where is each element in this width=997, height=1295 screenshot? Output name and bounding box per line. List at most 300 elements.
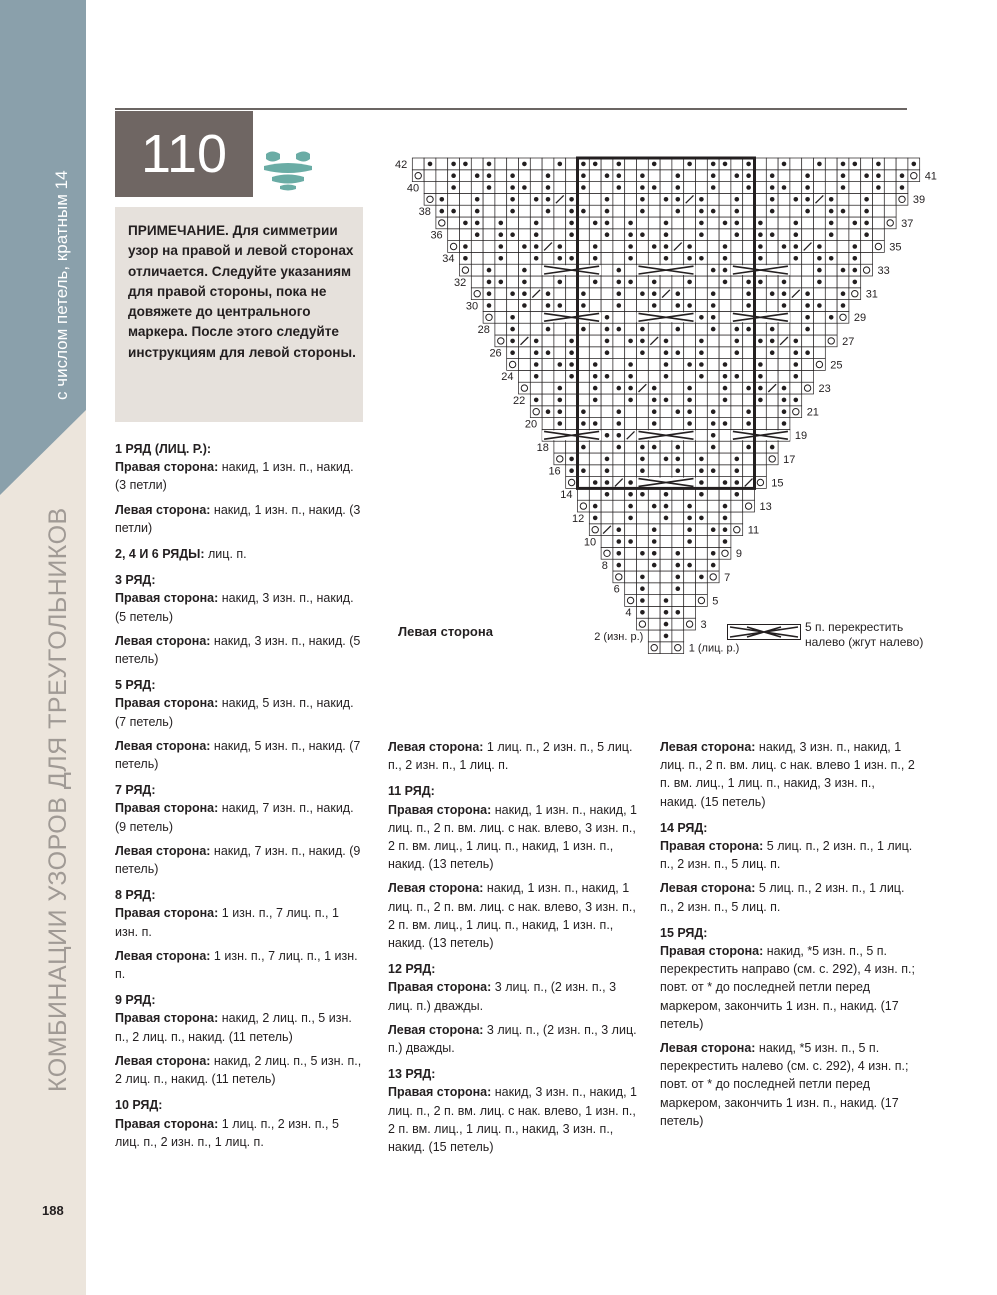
purl-symbol: [829, 315, 834, 320]
chart-cell: [814, 347, 826, 359]
chart-cell: [471, 264, 483, 276]
chart-cell: [637, 406, 649, 418]
purl-symbol: [522, 185, 527, 190]
chart-cell: [696, 406, 708, 418]
chart-cell: [613, 347, 625, 359]
chart-cell: [601, 418, 613, 430]
row-number-right: 15: [771, 477, 784, 490]
purl-symbol: [817, 268, 822, 273]
chart-cell: [672, 618, 684, 630]
side-instruction: [115, 589, 365, 625]
purl-symbol: [605, 221, 610, 226]
chart-cell: [766, 217, 778, 229]
purl-symbol: [864, 221, 869, 226]
purl-symbol: [617, 327, 622, 332]
side-instruction: [388, 801, 638, 874]
chart-cell: [696, 429, 708, 441]
chart-cell: [495, 205, 507, 217]
chart-cell: [637, 559, 649, 571]
purl-symbol: [605, 197, 610, 202]
row-heading: 2, 4 И 6 РЯДЫ: лиц. п.: [115, 547, 247, 562]
chart-cell: [707, 536, 719, 548]
purl-symbol: [687, 409, 692, 414]
chart-cell: [483, 193, 495, 205]
chart-cell: [578, 229, 590, 241]
chart-cell: [589, 229, 601, 241]
purl-symbol: [735, 327, 740, 332]
purl-symbol: [770, 173, 775, 178]
chart-cell: [648, 488, 660, 500]
chart-cell: [613, 311, 625, 323]
purl-symbol: [628, 221, 633, 226]
purl-symbol: [687, 504, 692, 509]
purl-symbol: [487, 173, 492, 178]
chart-cell: [814, 205, 826, 217]
chart-cell: [766, 252, 778, 264]
purl-symbol: [510, 327, 515, 332]
side-instruction: [115, 1052, 365, 1088]
purl-symbol: [640, 350, 645, 355]
chart-cell: [613, 359, 625, 371]
purl-symbol: [676, 563, 681, 568]
purl-symbol: [723, 221, 728, 226]
chart-cell: [755, 182, 767, 194]
chart-cell: [684, 205, 696, 217]
purl-symbol: [817, 256, 822, 261]
purl-symbol: [782, 303, 787, 308]
purl-symbol: [794, 350, 799, 355]
chart-cell: [778, 252, 790, 264]
chart-cell: [696, 547, 708, 559]
chart-cell: [542, 229, 554, 241]
purl-symbol: [652, 291, 657, 296]
purl-symbol: [664, 598, 669, 603]
purl-symbol: [605, 374, 610, 379]
purl-symbol: [699, 362, 704, 367]
chart-cell: [566, 382, 578, 394]
purl-symbol: [593, 421, 598, 426]
purl-symbol: [723, 268, 728, 273]
chart-cell: [802, 252, 814, 264]
chart-cell: [613, 241, 625, 253]
purl-symbol: [746, 386, 751, 391]
chart-cell: [589, 406, 601, 418]
side-label: Правая сторона:: [115, 801, 219, 816]
purl-symbol: [593, 244, 598, 249]
chart-cell: [625, 406, 637, 418]
chart-cell: [849, 229, 861, 241]
purl-symbol: [640, 445, 645, 450]
purl-symbol: [593, 256, 598, 261]
purl-symbol: [558, 398, 563, 403]
chart-cell: [554, 288, 566, 300]
chart-cell: [672, 595, 684, 607]
side-text: 1 изн. п., 7 лиц. п., 1 изн. п.: [115, 906, 339, 939]
purl-symbol: [676, 457, 681, 462]
chart-cell: [719, 205, 731, 217]
chart-cell: [672, 359, 684, 371]
row-heading: 14 РЯД:: [660, 820, 708, 835]
row-number-left: 6: [613, 583, 620, 596]
chart-cell: [766, 158, 778, 170]
chart-cell: [495, 300, 507, 312]
chart-cell: [424, 182, 436, 194]
purl-symbol: [628, 539, 633, 544]
purl-symbol: [628, 386, 633, 391]
purl-symbol: [569, 457, 574, 462]
purl-symbol: [522, 244, 527, 249]
chart-cell: [814, 311, 826, 323]
purl-symbol: [794, 362, 799, 367]
chart-cell: [696, 536, 708, 548]
purl-symbol: [699, 315, 704, 320]
purl-symbol: [723, 386, 728, 391]
purl-symbol: [569, 350, 574, 355]
chart-cell: [743, 370, 755, 382]
chart-cell: [825, 323, 837, 335]
chart-cell: [707, 347, 719, 359]
purl-symbol: [699, 232, 704, 237]
chart-cell: [778, 217, 790, 229]
purl-symbol: [746, 445, 751, 450]
chart-cell: [601, 288, 613, 300]
chart-cell: [743, 252, 755, 264]
chart-cell: [778, 170, 790, 182]
purl-symbol: [770, 185, 775, 190]
chart-cell: [578, 193, 590, 205]
row-number-right: 17: [783, 453, 796, 466]
purl-symbol: [640, 339, 645, 344]
row-instruction: [115, 545, 365, 563]
purl-symbol: [558, 386, 563, 391]
side-instruction: [115, 947, 365, 983]
chart-cell: [672, 500, 684, 512]
instructions-column-1: [115, 440, 365, 1159]
sidebar-tab: [0, 0, 86, 495]
side-label: Правая сторона:: [115, 696, 219, 711]
side-instruction: [115, 1115, 365, 1151]
chart-cell: [648, 595, 660, 607]
purl-symbol: [534, 362, 539, 367]
chart-cell: [814, 170, 826, 182]
row-number-right: 7: [724, 571, 731, 584]
chart-cell: [707, 217, 719, 229]
purl-symbol: [593, 221, 598, 226]
chart-cell: [589, 441, 601, 453]
chart-cell: [601, 264, 613, 276]
chart-cell: [684, 571, 696, 583]
purl-symbol: [440, 197, 445, 202]
chart-cell: [873, 241, 885, 253]
row-number-left: 16: [548, 465, 561, 478]
row-heading: 8 РЯД:: [115, 888, 156, 903]
chart-cell: [802, 229, 814, 241]
chart-cell: [814, 323, 826, 335]
chart-cell: [825, 182, 837, 194]
chart-cell: [566, 441, 578, 453]
side-instruction: [115, 501, 365, 537]
purl-symbol: [687, 256, 692, 261]
chart-cell: [778, 323, 790, 335]
chart-cell: [589, 288, 601, 300]
chart-cell: [884, 205, 896, 217]
purl-symbol: [794, 256, 799, 261]
purl-symbol: [451, 209, 456, 214]
purl-symbol: [805, 303, 810, 308]
chart-cell: [589, 170, 601, 182]
row-number-left: 12: [572, 512, 585, 525]
chart-cell: [566, 288, 578, 300]
chart-cell: [672, 370, 684, 382]
chart-cell: [554, 453, 566, 465]
chart-cell: [660, 158, 672, 170]
purl-symbol: [876, 162, 881, 167]
side-text: накид, 3 изн. п., накид, 1 лиц. п., 2 п. вм. лиц. с нак. влево, 1 изн. п., 2 п. вм. лиц., 1 лиц. п., накид, 3 изн. п., накид. (15 петель): [388, 1085, 637, 1155]
purl-symbol: [617, 433, 622, 438]
chart-cell: [731, 382, 743, 394]
purl-symbol: [676, 409, 681, 414]
chart-cell: [790, 264, 802, 276]
chart-cell: [814, 288, 826, 300]
purl-symbol: [605, 339, 610, 344]
chart-cell: [743, 500, 755, 512]
chart-cell: [578, 217, 590, 229]
row-number-1: 1 (лиц. р.): [688, 642, 740, 655]
side-instruction: [660, 837, 915, 873]
purl-symbol: [841, 303, 846, 308]
chart-cell: [542, 382, 554, 394]
purl-symbol: [782, 280, 787, 285]
purl-symbol: [546, 209, 551, 214]
purl-symbol: [758, 221, 763, 226]
chart-cell: [778, 370, 790, 382]
chart-cell: [566, 477, 578, 489]
chart-cell: [696, 264, 708, 276]
chart-cell: [566, 394, 578, 406]
chart-cell: [707, 500, 719, 512]
chart-cell: [495, 264, 507, 276]
chart-cell: [660, 536, 672, 548]
purl-symbol: [664, 504, 669, 509]
chart-cell: [802, 276, 814, 288]
purl-symbol: [617, 303, 622, 308]
row-number-left: 18: [536, 442, 549, 454]
chart-cell: [601, 512, 613, 524]
chart-cell: [707, 571, 719, 583]
purl-symbol: [794, 221, 799, 226]
purl-symbol: [569, 256, 574, 261]
chart-cell: [625, 583, 637, 595]
purl-symbol: [593, 516, 598, 521]
purl-symbol: [581, 303, 586, 308]
side-instruction: [660, 942, 915, 1033]
row-heading: 12 РЯД:: [388, 962, 436, 977]
purl-symbol: [617, 185, 622, 190]
chart-cell: [696, 441, 708, 453]
chart-cell: [731, 241, 743, 253]
purl-symbol: [652, 162, 657, 167]
chart-cell: [719, 453, 731, 465]
chart-cell: [814, 182, 826, 194]
side-instruction: [388, 978, 638, 1014]
chart-cell: [637, 276, 649, 288]
chart-cell: [684, 583, 696, 595]
chart-cell: [625, 441, 637, 453]
chart-cell: [719, 193, 731, 205]
chart-cell: [637, 500, 649, 512]
row-number-left: 38: [418, 206, 431, 218]
purl-symbol: [510, 209, 515, 214]
chart-cell: [542, 217, 554, 229]
purl-symbol: [640, 551, 645, 556]
purl-symbol: [829, 232, 834, 237]
side-label: Левая сторона:: [660, 740, 756, 754]
chart-cell: [707, 453, 719, 465]
purl-symbol: [581, 185, 586, 190]
purl-symbol: [829, 197, 834, 202]
purl-symbol: [617, 268, 622, 273]
chart-cell: [790, 382, 802, 394]
purl-symbol: [900, 173, 905, 178]
chart-cell: [471, 158, 483, 170]
chart-cell: [672, 335, 684, 347]
row-heading: 1 РЯД (ЛИЦ. Р.):: [115, 442, 212, 456]
purl-symbol: [758, 256, 763, 261]
purl-symbol: [617, 162, 622, 167]
side-text: 1 лиц. п., 2 изн. п., 5 лиц. п., 2 изн. п., 1 лиц. п.: [388, 740, 633, 773]
purl-symbol: [711, 173, 716, 178]
chart-cell: [696, 300, 708, 312]
row-instruction: [115, 676, 365, 773]
chart-cell: [825, 288, 837, 300]
side-text: 5 лиц. п., 2 изн. п., 1 лиц. п., 2 изн. п., 5 лиц. п.: [660, 839, 913, 872]
purl-symbol: [687, 280, 692, 285]
chart-cell: [660, 205, 672, 217]
chart-cell: [696, 418, 708, 430]
purl-symbol: [735, 232, 740, 237]
chart-cell: [707, 512, 719, 524]
side-label: Правая сторона:: [115, 591, 219, 606]
chart-cell: [743, 229, 755, 241]
purl-symbol: [735, 457, 740, 462]
purl-symbol: [652, 398, 657, 403]
purl-symbol: [640, 327, 645, 332]
side-label: Правая сторона:: [115, 1116, 219, 1131]
purl-symbol: [581, 291, 586, 296]
side-label: Левая сторона:: [660, 881, 756, 896]
chart-cell: [696, 158, 708, 170]
note-box: [115, 207, 363, 422]
row-number-left: 24: [501, 371, 514, 384]
left-side-label: Левая сторона: [398, 624, 493, 639]
chart-cell: [578, 359, 590, 371]
chart-cell: [684, 453, 696, 465]
purl-symbol: [794, 244, 799, 249]
purl-symbol: [841, 209, 846, 214]
chart-cell: [707, 241, 719, 253]
side-instruction: [115, 842, 365, 878]
row-heading: 7 РЯД:: [115, 783, 156, 798]
chart-cell: [648, 229, 660, 241]
chart-cell: [519, 323, 531, 335]
chart-cell: [672, 382, 684, 394]
purl-symbol: [699, 457, 704, 462]
chart-cell: [755, 406, 767, 418]
chart-cell: [672, 512, 684, 524]
row-number-right: 13: [759, 501, 772, 513]
chart-cell: [660, 276, 672, 288]
purl-symbol: [558, 409, 563, 414]
purl-symbol: [605, 173, 610, 178]
chart-cell: [731, 182, 743, 194]
chart-cell: [719, 335, 731, 347]
purl-symbol: [711, 162, 716, 167]
purl-symbol: [569, 362, 574, 367]
chart-cell: [873, 229, 885, 241]
chart-cell: [578, 453, 590, 465]
chart-cell: [814, 335, 826, 347]
purl-symbol: [758, 280, 763, 285]
chart-cell: [625, 323, 637, 335]
chart-cell: [660, 547, 672, 559]
chart-cell: [566, 170, 578, 182]
side-text: накид, 3 изн. п., накид, 1 лиц. п., 2 п. вм. лиц. с нак. влево 1 изн. п., 2 п. вм. лиц., 1 лиц. п., накид, 3 изн. п., накид. (15 петель): [660, 740, 915, 809]
side-label: Левая сторона:: [115, 502, 211, 517]
purl-symbol: [687, 398, 692, 403]
purl-symbol: [451, 173, 456, 178]
chart-cell: [707, 276, 719, 288]
chart-cell: [719, 547, 731, 559]
chart-cell: [625, 347, 637, 359]
chart-cell: [660, 300, 672, 312]
chart-cell: [495, 335, 507, 347]
purl-symbol: [652, 244, 657, 249]
chart-cell: [613, 512, 625, 524]
chart-cell: [766, 394, 778, 406]
side-instruction: [115, 799, 365, 835]
side-label: Правая сторона:: [388, 1085, 492, 1100]
chart-cell: [448, 193, 460, 205]
purl-symbol: [782, 386, 787, 391]
side-instruction: [388, 1083, 638, 1156]
chart-cell: [731, 524, 743, 536]
purl-symbol: [640, 457, 645, 462]
chart-cell: [625, 193, 637, 205]
chart-cell: [672, 394, 684, 406]
chart-cell: [637, 524, 649, 536]
chart-cell: [696, 595, 708, 607]
purl-symbol: [723, 362, 728, 367]
chart-grid: [395, 158, 937, 655]
chart-cell: [519, 217, 531, 229]
row-number-left: 20: [524, 418, 538, 431]
purl-symbol: [711, 527, 716, 532]
purl-symbol: [746, 291, 751, 296]
purl-symbol: [805, 173, 810, 178]
purl-symbol: [593, 280, 598, 285]
chart-cell: [613, 252, 625, 264]
chart-cell: [719, 182, 731, 194]
purl-symbol: [735, 350, 740, 355]
chart-cell: [684, 217, 696, 229]
chart-cell: [696, 276, 708, 288]
purl-symbol: [605, 209, 610, 214]
side-label: Левая сторона:: [388, 740, 484, 754]
chart-cell: [731, 158, 743, 170]
chart-cell: [648, 252, 660, 264]
purl-symbol: [440, 209, 445, 214]
purl-symbol: [617, 386, 622, 391]
